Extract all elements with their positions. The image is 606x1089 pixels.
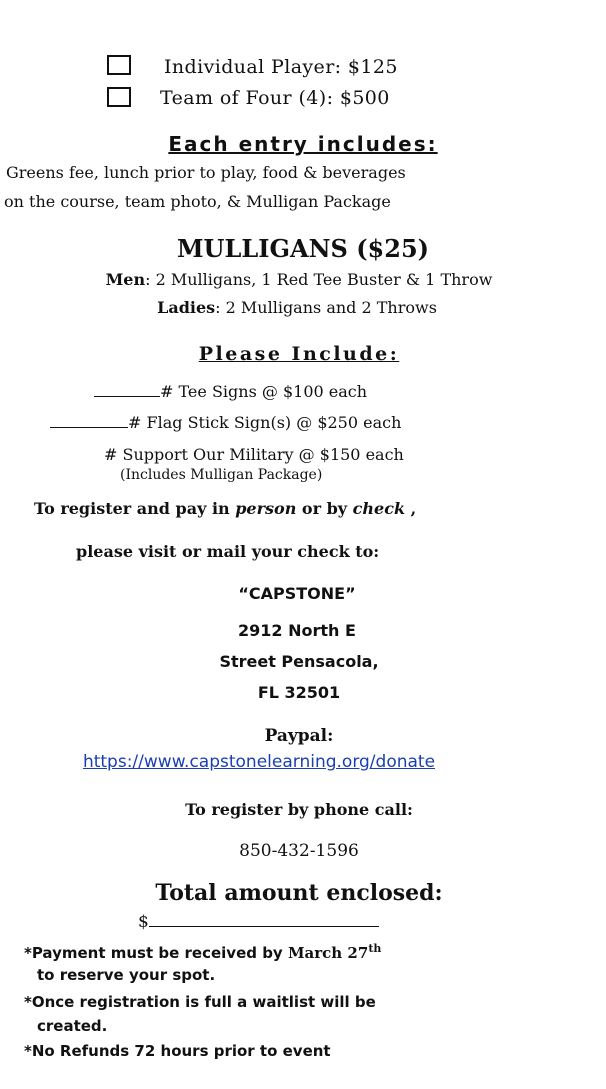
register-person: person bbox=[235, 499, 297, 518]
total-amount-blank[interactable] bbox=[149, 926, 379, 927]
mulligans-men bbox=[0, 270, 602, 289]
men-label: Men bbox=[105, 270, 146, 289]
note-waitlist-cont: created. bbox=[37, 1017, 108, 1035]
register-text-c: or by bbox=[296, 499, 353, 518]
note-payment bbox=[24, 942, 381, 962]
address-line-3: FL 32501 bbox=[257, 683, 341, 702]
note-payment-cont: to reserve your spot. bbox=[37, 966, 216, 984]
paypal-label: Paypal: bbox=[264, 726, 334, 746]
individual-player-label: Individual Player: $125 bbox=[164, 56, 398, 78]
phone-number: 850-432-1596 bbox=[239, 841, 359, 861]
team-of-four-checkbox[interactable] bbox=[107, 87, 131, 107]
include-heading: Please Include: bbox=[198, 343, 400, 365]
entry-heading: Each entry includes: bbox=[168, 132, 438, 156]
register-line-2: please visit or mail your check to: bbox=[76, 542, 380, 561]
men-text: : 2 Mulligans, 1 Red Tee Buster & 1 Throw bbox=[145, 270, 493, 289]
tee-signs-blank[interactable] bbox=[94, 396, 160, 397]
entry-line-2: on the course, team photo, & Mulligan Package bbox=[4, 192, 391, 211]
register-text-a: To register and pay in bbox=[34, 499, 236, 518]
flag-signs-text: # Flag Stick Sign(s) @ $250 each bbox=[128, 413, 402, 432]
note-payment-date: March 27 bbox=[287, 944, 369, 962]
paypal-link-wrap bbox=[0, 752, 562, 772]
note-payment-sup: th bbox=[368, 942, 382, 955]
flag-signs-blank[interactable] bbox=[50, 427, 128, 428]
currency-symbol: $ bbox=[138, 912, 149, 932]
military-note: (Includes Mulligan Package) bbox=[120, 467, 323, 483]
tee-signs-text: # Tee Signs @ $100 each bbox=[160, 382, 368, 401]
mulligans-heading: MULLIGANS ($25) bbox=[176, 234, 430, 263]
register-text-e: , bbox=[405, 499, 417, 518]
ladies-label: Ladies bbox=[157, 298, 216, 317]
mulligans-ladies bbox=[0, 298, 600, 317]
address-line-2: Street Pensacola, bbox=[219, 652, 379, 671]
team-of-four-label: Team of Four (4): $500 bbox=[160, 87, 390, 109]
ladies-text: : 2 Mulligans and 2 Throws bbox=[215, 298, 437, 317]
tee-signs-line bbox=[94, 382, 367, 401]
register-check: check bbox=[352, 499, 406, 518]
total-amount-line bbox=[138, 912, 379, 932]
register-line-1 bbox=[34, 499, 416, 518]
total-label: Total amount enclosed: bbox=[155, 880, 443, 906]
note-refunds: *No Refunds 72 hours prior to event bbox=[24, 1042, 331, 1060]
note-waitlist: *Once registration is full a waitlist will be bbox=[24, 993, 376, 1011]
flag-signs-line bbox=[50, 413, 401, 432]
military-line: # Support Our Military @ $150 each bbox=[104, 445, 404, 464]
individual-player-checkbox[interactable] bbox=[107, 55, 131, 75]
capstone-name: “CAPSTONE” bbox=[238, 584, 356, 603]
paypal-link[interactable]: https://www.capstonelearning.org/donate bbox=[82, 752, 436, 772]
address-line-1: 2912 North E bbox=[238, 621, 356, 640]
note-payment-text: *Payment must be received by bbox=[24, 944, 288, 962]
entry-line-1: Greens fee, lunch prior to play, food & beverages bbox=[6, 163, 406, 182]
phone-label: To register by phone call: bbox=[185, 800, 413, 819]
